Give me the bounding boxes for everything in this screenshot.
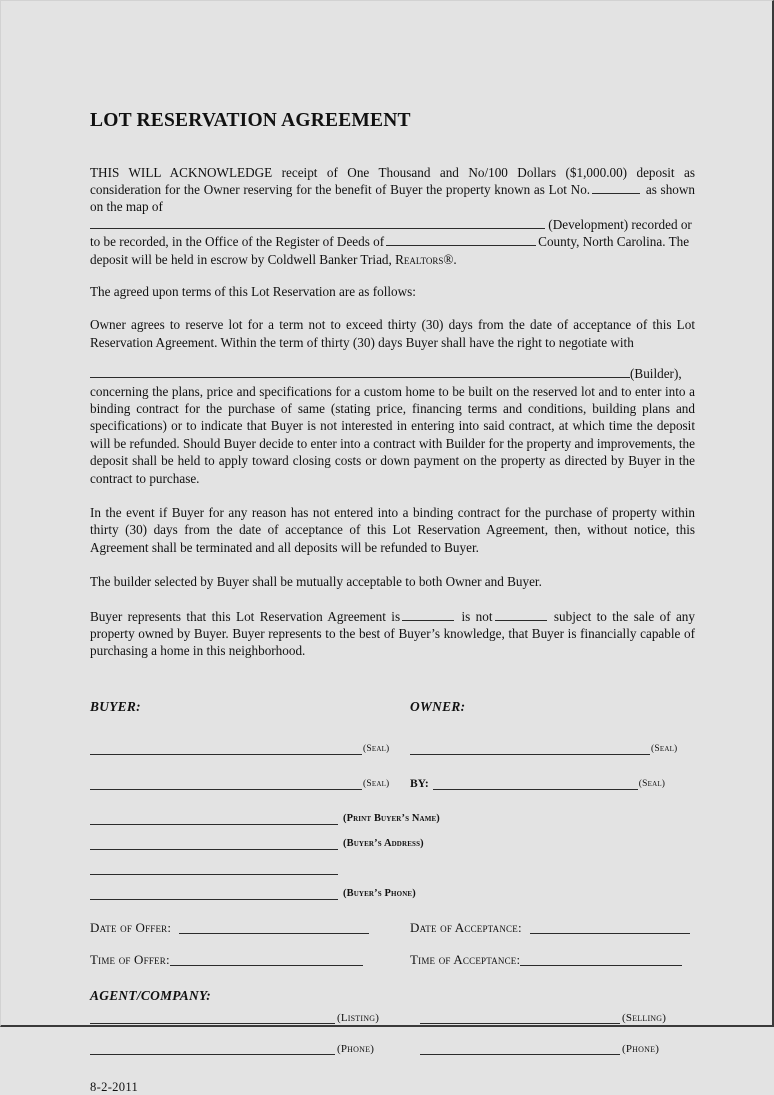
paragraph-terms-intro: The agreed upon terms of this Lot Reservation are as follows: bbox=[90, 284, 416, 300]
buyer-phone-line[interactable] bbox=[90, 887, 338, 900]
buyer-phone-label: (Buyer’s Phone) bbox=[343, 887, 416, 899]
owner-signature-2 bbox=[410, 777, 695, 790]
paragraph-builder-acceptable: The builder selected by Buyer shall be mutually acceptable to both Owner and Buyer. bbox=[90, 574, 542, 590]
owner-signature-1-line[interactable] bbox=[410, 742, 650, 755]
time-of-offer-label: Time of Offer: bbox=[90, 951, 170, 967]
agent-phone-row bbox=[90, 1042, 695, 1055]
agent-phone-left-line[interactable] bbox=[90, 1042, 335, 1055]
buyer-signature-1-line[interactable] bbox=[90, 742, 362, 755]
document-body bbox=[90, 1, 695, 1095]
agent-listing-field bbox=[90, 1011, 420, 1024]
agent-listing-row bbox=[90, 1011, 695, 1024]
realtors-mark: Realtors®. bbox=[395, 251, 457, 267]
development-line-row bbox=[90, 216, 695, 268]
agent-selling-line[interactable] bbox=[420, 1011, 620, 1024]
buyer-address-row-1 bbox=[90, 837, 695, 850]
paragraph-acknowledgement-text-2: as shown on the map of bbox=[90, 181, 695, 215]
paragraph-reserve-term: Owner agrees to reserve lot for a term not to exceed thirty (30) days from the date of acceptance of this Lot Reservation Agreement. Within the term of thirty (30) days Buyer shall have the right to negotiate with bbox=[90, 317, 695, 350]
paragraph-buyer-representation bbox=[90, 608, 695, 660]
agent-selling-label: (Selling) bbox=[622, 1011, 667, 1024]
buyer-signature-1 bbox=[90, 742, 410, 755]
date-of-offer-input-line[interactable] bbox=[179, 920, 369, 934]
paragraph-acknowledgement bbox=[90, 164, 695, 216]
paragraph-termination: In the event if Buyer for any reason has not entered into a binding contract for the purchase of property within thirty (30) days from the date of acceptance of this Lot Reservation Agreement, then, without notice, this Agreement shall be terminated and all deposits will be refunded to Buyer. bbox=[90, 505, 695, 555]
buyer-address-line-1[interactable] bbox=[90, 837, 338, 850]
date-of-acceptance-input-line[interactable] bbox=[530, 920, 690, 934]
date-of-acceptance-field bbox=[410, 920, 695, 934]
date-row bbox=[90, 920, 695, 934]
time-of-acceptance-field bbox=[410, 952, 695, 966]
print-buyer-name-line[interactable] bbox=[90, 812, 338, 825]
date-of-acceptance-label: Date of Acceptance: bbox=[410, 919, 522, 935]
buyer-phone-row bbox=[90, 887, 695, 900]
agent-company-heading: AGENT/COMPANY: bbox=[90, 987, 212, 1003]
revision-date: 8-2-2011 bbox=[90, 1079, 139, 1094]
buyer-signature-1-seal-label: (Seal) bbox=[363, 743, 390, 754]
signature-row-2 bbox=[90, 777, 695, 790]
buyer-address-line-2[interactable] bbox=[90, 862, 338, 875]
paragraph-acknowledgement-text-1: THIS WILL ACKNOWLEDGE receipt of One Thousand and No/100 Dollars ($1,000.00) deposit as consideration for the Owner reserving for the benefit of Buyer the property known as Lot No. bbox=[90, 164, 695, 197]
lot-number-blank[interactable] bbox=[592, 182, 640, 194]
buyer-address-row-2 bbox=[90, 862, 695, 875]
signature-section bbox=[90, 698, 695, 1095]
agent-phone-left-label: (Phone) bbox=[337, 1042, 375, 1055]
buyer-heading: BUYER: bbox=[90, 698, 141, 714]
buyer-signature-2 bbox=[90, 777, 410, 790]
builder-line-row bbox=[90, 365, 695, 382]
owner-signature-1 bbox=[410, 742, 695, 755]
buyer-signature-2-seal-label: (Seal) bbox=[363, 778, 390, 789]
buyer-representation-text-2: is not bbox=[461, 608, 493, 624]
signature-headings-row bbox=[90, 698, 695, 716]
owner-signature-1-seal-label: (Seal) bbox=[651, 743, 678, 754]
buyer-representation-text-3: subject to the sale of any property owned by Buyer. Buyer represents to the best of Buyer’s knowledge, that Buyer is financially capable of purchasing a home in this neighborhood. bbox=[90, 608, 695, 659]
owner-by-label: BY: bbox=[410, 777, 429, 790]
date-of-offer-field bbox=[90, 920, 410, 934]
owner-heading: OWNER: bbox=[410, 698, 466, 714]
signature-row-1 bbox=[90, 742, 695, 755]
agent-listing-line[interactable] bbox=[90, 1011, 335, 1024]
buyer-address-label: (Buyer’s Address) bbox=[343, 837, 424, 849]
buyer-signature-2-line[interactable] bbox=[90, 777, 362, 790]
agent-selling-field bbox=[420, 1011, 695, 1024]
is-checkbox-blank[interactable] bbox=[402, 609, 454, 621]
owner-signature-2-seal-label: (Seal) bbox=[638, 778, 666, 789]
agent-phone-right-label: (Phone) bbox=[622, 1042, 660, 1055]
paragraph-builder-terms: concerning the plans, price and specifications for a custom home to be built on the reserved lot and to enter into a binding contract for the purchase of same (stating price, financing terms and conditions, building plans and specifications) or to indicate that Buyer is not interested in entering into said contract, at which time the deposit will be refunded. Should Buyer decide to enter into a contract with Builder for the property and improvements, the deposit shall be held to apply toward closing costs or down payment on the property as directed by Buyer in the contract to purchase. bbox=[90, 383, 695, 486]
time-of-offer-field bbox=[90, 952, 410, 966]
time-row bbox=[90, 952, 695, 966]
time-of-offer-input-line[interactable] bbox=[170, 952, 363, 966]
development-name-blank[interactable] bbox=[90, 217, 545, 229]
date-of-offer-label: Date of Offer: bbox=[90, 919, 172, 935]
time-of-acceptance-label: Time of Acceptance: bbox=[410, 951, 521, 967]
county-text: County, North Carolina. The deposit will be held in escrow by Coldwell Banker Triad, bbox=[90, 234, 690, 267]
time-of-acceptance-input-line[interactable] bbox=[520, 952, 682, 966]
buyer-representation-text-1: Buyer represents that this Lot Reservation Agreement is bbox=[90, 608, 401, 624]
development-text: (Development) recorded or to be recorded, in the Office of the Register of Deeds of bbox=[90, 216, 692, 250]
agent-phone-right-line[interactable] bbox=[420, 1042, 620, 1055]
owner-signature-2-line[interactable] bbox=[433, 777, 638, 790]
print-buyer-name-label: (Print Buyer’s Name) bbox=[343, 812, 440, 824]
is-not-checkbox-blank[interactable] bbox=[495, 609, 547, 621]
print-buyer-name-row bbox=[90, 812, 695, 825]
page-title: LOT RESERVATION AGREEMENT bbox=[90, 110, 411, 131]
agent-phone-right-field bbox=[420, 1042, 695, 1055]
agent-phone-left-field bbox=[90, 1042, 420, 1055]
builder-label: (Builder), bbox=[630, 366, 682, 382]
county-blank[interactable] bbox=[386, 234, 536, 246]
builder-name-blank[interactable] bbox=[90, 366, 630, 378]
agent-listing-label: (Listing) bbox=[337, 1011, 380, 1024]
